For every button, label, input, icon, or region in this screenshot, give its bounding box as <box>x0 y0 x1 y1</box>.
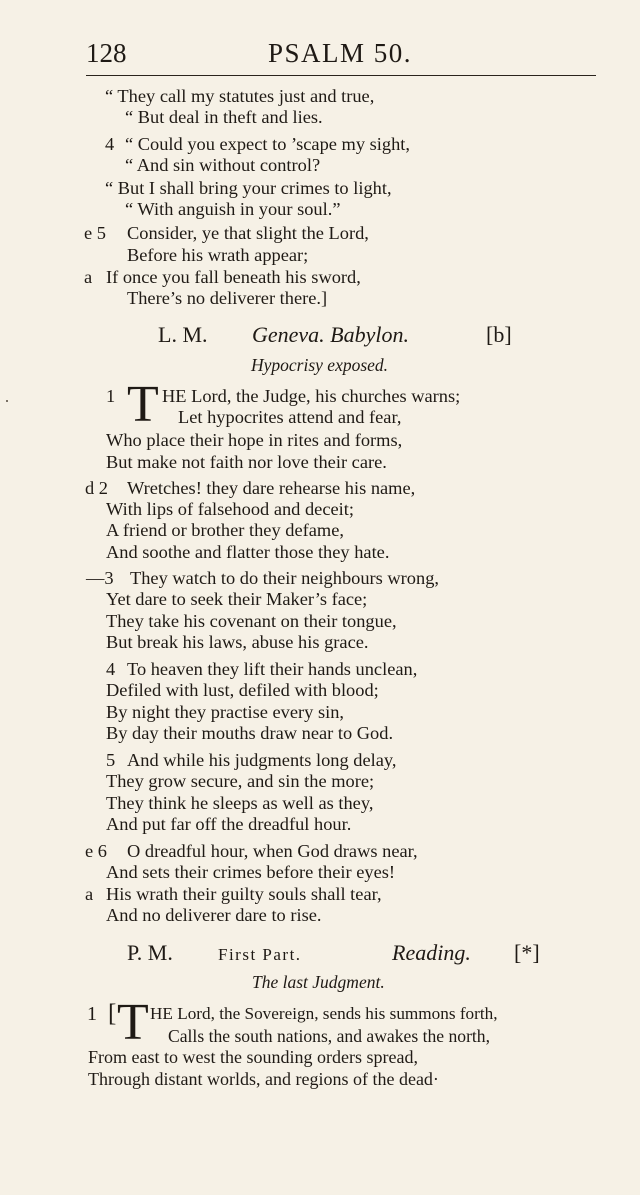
verse-number: 4 <box>106 659 116 679</box>
verse-line: They grow secure, and sin the more; <box>106 771 375 791</box>
verse-line: And soothe and flatter those they hate. <box>106 542 390 562</box>
verse-line: There’s no deliverer there.] <box>127 288 328 308</box>
hymn-subtitle: Hypocrisy exposed. <box>251 355 389 375</box>
verse-number: —3 <box>86 568 114 588</box>
verse-line: But make not faith nor love their care. <box>106 452 387 472</box>
page-number: 128 <box>86 38 127 68</box>
verse-number: e 6 <box>85 841 107 861</box>
verse-line: Through distant worlds, and regions of the dead· <box>88 1069 439 1089</box>
part-label: First Part. <box>218 945 302 964</box>
page-title: PSALM 50. <box>268 38 413 68</box>
drop-cap: T <box>127 376 159 433</box>
tune-mark: [*] <box>514 940 540 965</box>
dynamic-mark: a <box>84 267 93 287</box>
verse-number: 5 <box>106 750 116 770</box>
verse-line: Consider, ye that slight the Lord, <box>127 223 369 243</box>
header-rule <box>86 75 596 76</box>
verse-line: Wretches! they dare rehearse his name, <box>127 478 416 498</box>
verse-line: If once you fall beneath his sword, <box>106 267 361 287</box>
verse-line: “ But deal in theft and lies. <box>125 107 323 127</box>
verse-line: “ And sin without control? <box>125 155 321 175</box>
verse-line: HE Lord, the Sovereign, sends his summons forth, <box>150 1004 498 1023</box>
meter-label: L. M. <box>158 322 208 347</box>
verse-line: And while his judgments long delay, <box>127 750 397 770</box>
verse-line: “ With anguish in your soul.” <box>125 199 341 219</box>
verse-line: And no deliverer dare to rise. <box>106 905 322 925</box>
verse-line: Calls the south nations, and awakes the north, <box>168 1026 491 1046</box>
verse-line: They watch to do their neighbours wrong, <box>130 568 439 588</box>
verse-line: From east to west the sounding orders spread, <box>88 1047 418 1067</box>
verse-line: His wrath their guilty souls shall tear, <box>106 884 382 904</box>
page-header <box>86 38 586 72</box>
verse-number: 1 <box>87 1003 97 1025</box>
dynamic-mark: a <box>85 884 94 904</box>
verse-line: But break his laws, abuse his grace. <box>106 632 369 652</box>
verse-line: Before his wrath appear; <box>127 245 309 265</box>
drop-cap: T <box>117 994 149 1051</box>
verse-line: O dreadful hour, when God draws near, <box>127 841 418 861</box>
bracket-mark: [ <box>108 1000 117 1027</box>
verse-line: And put far off the dreadful hour. <box>106 814 352 834</box>
verse-line: They take his covenant on their tongue, <box>106 611 397 631</box>
verse-line: “ But I shall bring your crimes to light, <box>105 178 392 198</box>
verse-line: Defiled with lust, defiled with blood; <box>106 680 379 700</box>
verse-line: They think he sleeps as well as they, <box>106 793 374 813</box>
tune-mark: [b] <box>486 322 512 347</box>
verse-line: With lips of falsehood and deceit; <box>106 499 354 519</box>
verse-line: By day their mouths draw near to God. <box>106 723 394 743</box>
meter-label: P. M. <box>127 940 173 965</box>
verse-line: “ Could you expect to ’scape my sight, <box>125 134 411 154</box>
tune-names: Geneva. Babylon. <box>252 322 409 347</box>
verse-line: A friend or brother they defame, <box>106 520 344 540</box>
verse-number: 4 <box>105 134 115 154</box>
verse-line: Let hypocrites attend and fear, <box>178 407 402 427</box>
verse-line: “ They call my statutes just and true, <box>105 86 375 106</box>
verse-number: d 2 <box>85 478 108 498</box>
verse-line: And sets their crimes before their eyes! <box>106 862 396 882</box>
hymn-subtitle: The last Judgment. <box>252 972 385 992</box>
verse-line: Who place their hope in rites and forms, <box>106 430 403 450</box>
verse-line: To heaven they lift their hands unclean, <box>127 659 418 679</box>
verse-number: 1 <box>106 386 116 406</box>
verse-number: e 5 <box>84 223 106 243</box>
verse-line: By night they practise every sin, <box>106 702 345 722</box>
verse-line: Yet dare to seek their Maker’s face; <box>106 589 368 609</box>
verse-line: HE Lord, the Judge, his churches warns; <box>162 386 461 406</box>
tune-name: Reading. <box>392 940 471 965</box>
scan-speck <box>6 400 8 402</box>
